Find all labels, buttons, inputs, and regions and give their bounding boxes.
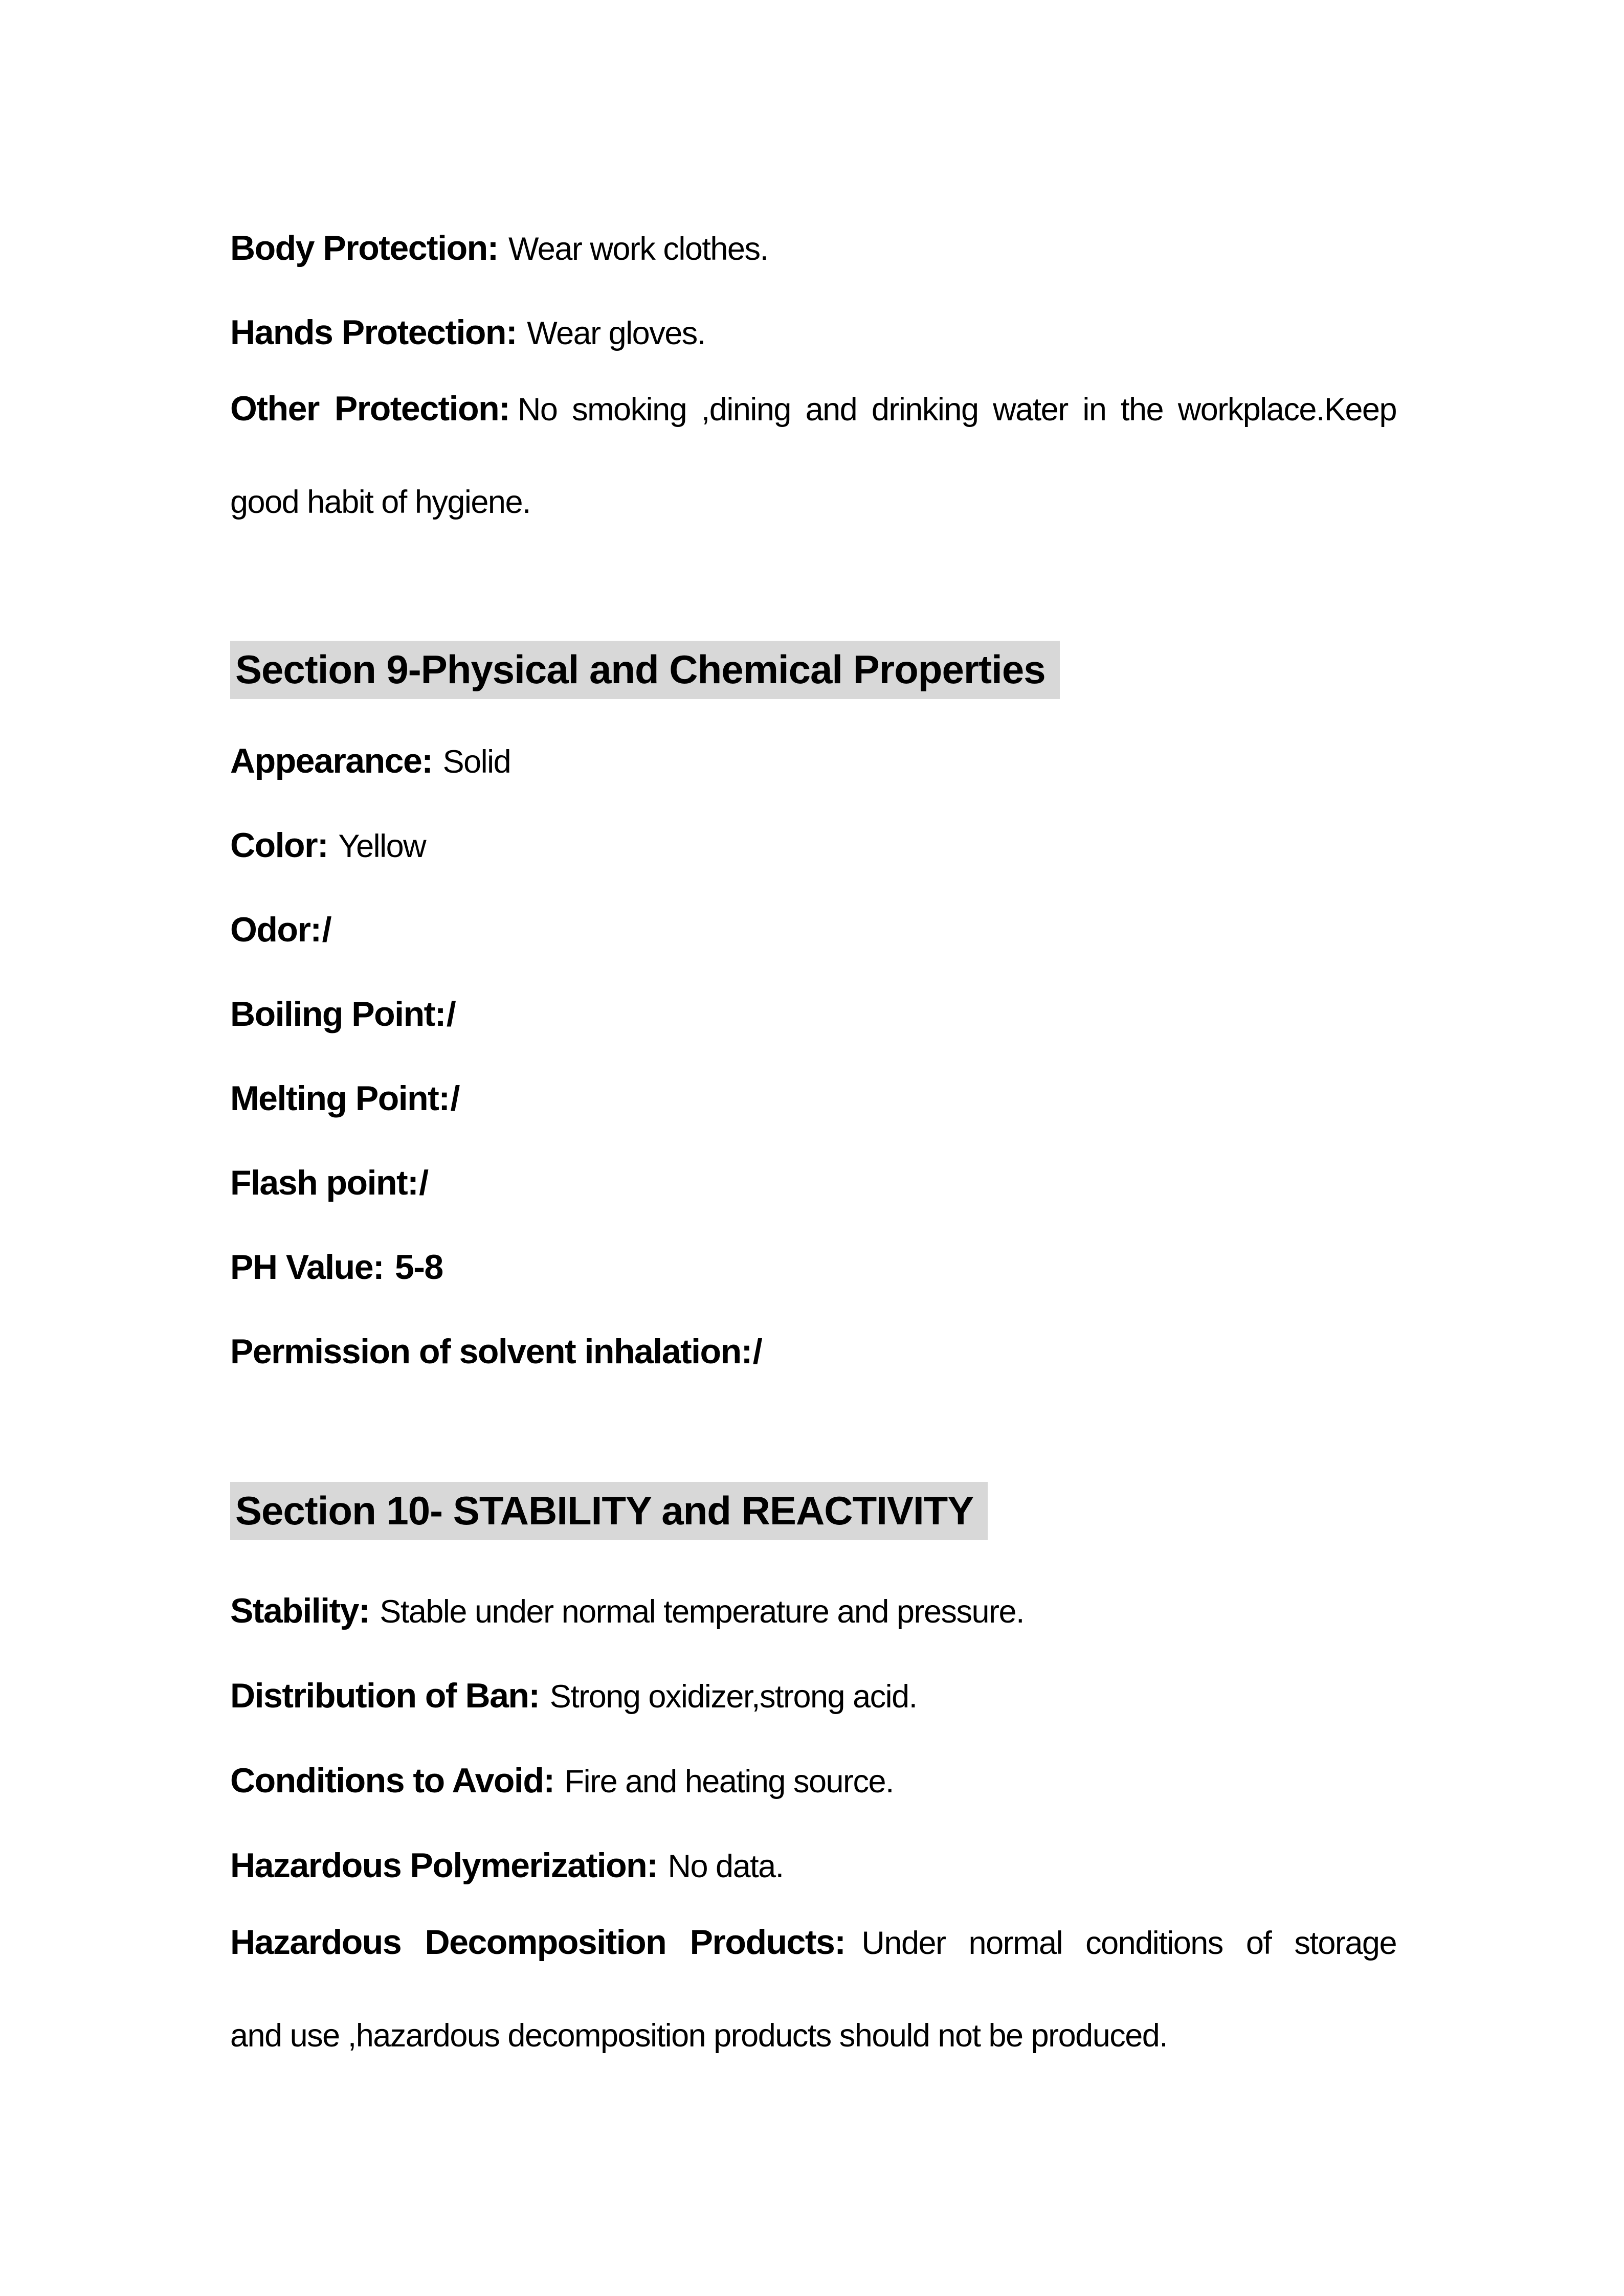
property-ph-value [230, 1225, 1396, 1319]
flash-point-label: Flash point: [230, 1163, 418, 1202]
hazardous-decomposition-value-line2: and use ,hazardous decomposition products should not be produced. [230, 2018, 1168, 2054]
odor-label: Odor: [230, 910, 321, 949]
odor-value: / [322, 910, 331, 949]
property-odor [230, 888, 1396, 981]
boiling-point-value: / [446, 995, 456, 1033]
melting-point-label: Melting Point: [230, 1079, 450, 1118]
property-conditions-to-avoid [230, 1739, 1396, 1832]
other-protection-value-line1: No smoking ,dining and drinking water in the workplace.Keep [517, 392, 1397, 427]
section9-heading [230, 641, 1483, 699]
other-protection-line1 [230, 367, 1396, 460]
hands-protection-value: Wear gloves. [527, 316, 705, 351]
property-distribution-of-ban [230, 1654, 1396, 1747]
other-protection-line2 [230, 460, 1396, 553]
appearance-value: Solid [442, 744, 511, 780]
section9-title: Section 9-Physical and Chemical Properties [230, 641, 1060, 699]
hazardous-decomposition-label: Hazardous Decomposition Products: [230, 1923, 846, 1962]
ph-value-value: 5-8 [394, 1248, 443, 1287]
boiling-point-label: Boiling Point: [230, 995, 446, 1033]
color-label: Color: [230, 826, 328, 865]
color-value: Yellow [338, 828, 426, 864]
ph-value-label: PH Value: [230, 1248, 384, 1287]
hazardous-decomposition-paragraph [230, 1900, 1396, 2086]
appearance-label: Appearance: [230, 741, 433, 780]
stability-label: Stability: [230, 1591, 370, 1630]
section10-title: Section 10- STABILITY and REACTIVITY [230, 1482, 988, 1540]
hazardous-polymerization-label: Hazardous Polymerization: [230, 1846, 658, 1885]
body-protection-value: Wear work clothes. [508, 231, 768, 267]
melting-point-value: / [450, 1079, 459, 1118]
hazardous-polymerization-value: No data. [668, 1849, 784, 1884]
property-boiling-point [230, 972, 1396, 1066]
other-protection-label: Other Protection: [230, 389, 510, 428]
stability-value: Stable under normal temperature and pressure. [380, 1594, 1025, 1630]
hands-protection-label: Hands Protection: [230, 313, 517, 352]
distribution-of-ban-value: Strong oxidizer,strong acid. [549, 1679, 917, 1715]
property-appearance [230, 719, 1396, 813]
flash-point-value: / [419, 1163, 428, 1202]
distribution-of-ban-label: Distribution of Ban: [230, 1676, 540, 1715]
hazardous-decomposition-line1 [230, 1900, 1396, 1994]
solvent-inhalation-value: / [752, 1332, 762, 1371]
body-protection-label: Body Protection: [230, 229, 498, 267]
hazardous-decomposition-line2 [230, 1994, 1396, 2086]
other-protection-value-line2: good habit of hygiene. [230, 484, 531, 520]
property-solvent-inhalation [230, 1310, 1396, 1403]
other-protection-paragraph [230, 367, 1396, 553]
conditions-to-avoid-label: Conditions to Avoid: [230, 1761, 554, 1800]
body-protection-row [230, 206, 1396, 300]
hazardous-decomposition-value-line1: Under normal conditions of storage [861, 1925, 1397, 1961]
property-flash-point [230, 1141, 1396, 1234]
solvent-inhalation-label: Permission of solvent inhalation: [230, 1332, 752, 1371]
property-color [230, 803, 1396, 897]
property-melting-point [230, 1056, 1396, 1150]
section10-heading [230, 1482, 1483, 1540]
property-stability [230, 1569, 1396, 1662]
conditions-to-avoid-value: Fire and heating source. [564, 1764, 894, 1799]
